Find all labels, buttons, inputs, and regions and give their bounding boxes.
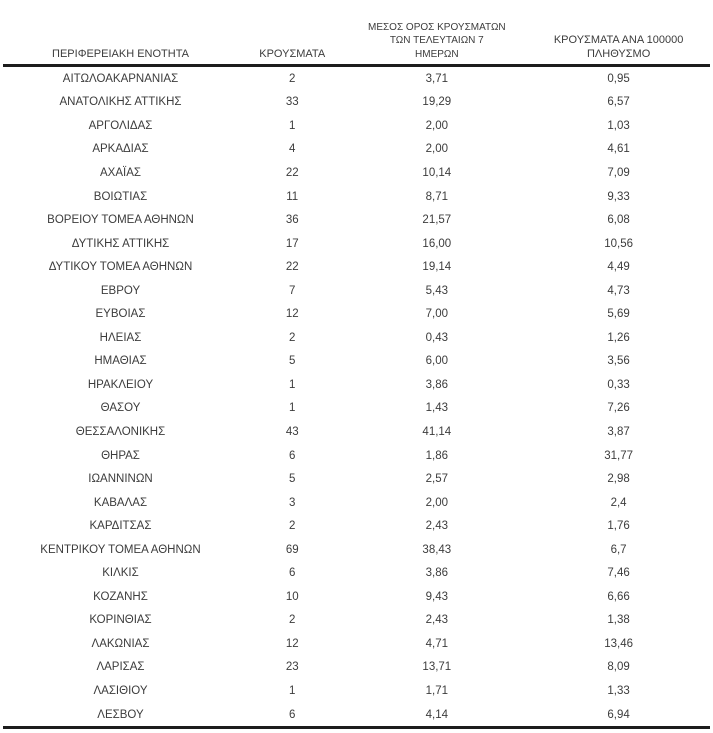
avg-7day-cases-cell: 13,71	[422, 661, 452, 674]
cases-count-cell: 11	[286, 190, 299, 203]
cases-per-100k-cell: 1,26	[607, 331, 630, 344]
table-row	[3, 632, 710, 656]
table-row	[3, 114, 710, 138]
avg-7day-cases-cell: 2,43	[425, 614, 449, 627]
avg-7day-cases-cell: 19,14	[422, 261, 452, 274]
cases-count-cell: 22	[285, 166, 299, 179]
avg-7day-cases-cell: 0,43	[425, 331, 449, 344]
avg-7day-cases-cell: 21,57	[422, 214, 452, 227]
cases-count-cell: 12	[285, 308, 299, 321]
region-name-cell: ΘΕΣΣΑΛΟΝΙΚΗΣ	[75, 425, 166, 438]
avg-7day-cases-cell: 7,00	[425, 308, 449, 321]
table-row	[3, 138, 710, 162]
column-header-cases-label: ΚΡΟΥΣΜΑΤΑ	[259, 48, 326, 60]
table-row	[3, 255, 710, 279]
column-header-avg7days: ΜΕΣΟΣ ΟΡΟΣ ΚΡΟΥΣΜΑΤΩΝ ΤΩΝ ΤΕΛΕΥΤΑΙΩΝ 7 ΗΜΕΡΩΝ	[346, 0, 527, 66]
region-name-cell: ΒΟΡΕΙΟΥ ΤΟΜΕΑ ΑΘΗΝΩΝ	[47, 214, 194, 227]
region-name-cell: ΙΩΑΝΝΙΝΩΝ	[88, 473, 153, 486]
cases-per-100k-cell: 6,66	[607, 590, 630, 603]
avg-7day-cases-cell: 38,43	[422, 543, 452, 556]
cases-count-cell: 36	[285, 214, 299, 227]
region-name-cell: ΚΟΖΑΝΗΣ	[93, 590, 148, 603]
column-header-cases	[238, 0, 346, 66]
cases-count-cell: 2	[289, 614, 296, 627]
region-name-cell: ΑΧΑΪΑΣ	[99, 166, 141, 179]
avg-7day-cases-cell: 6,00	[425, 355, 449, 368]
cases-per-100k-cell: 1,38	[607, 614, 630, 627]
cases-per-100k-cell: 4,49	[607, 261, 630, 274]
cases-per-100k-cell: 0,95	[607, 72, 630, 85]
avg-7day-cases-cell: 8,71	[425, 190, 449, 203]
cases-count-cell: 23	[285, 661, 299, 674]
avg-7day-cases-cell: 2,00	[425, 496, 449, 509]
table-row	[3, 185, 710, 209]
cases-count-cell: 10	[285, 590, 299, 603]
avg-7day-cases-cell: 3,86	[425, 378, 449, 391]
table-row	[3, 302, 710, 326]
cases-per-100k-cell: 1,33	[607, 684, 630, 697]
cases-count-cell: 6	[289, 567, 296, 580]
cases-per-100k-cell: 0,33	[607, 378, 630, 391]
cases-per-100k-cell: 3,56	[607, 355, 630, 368]
table-header-row	[3, 0, 710, 66]
cases-count-cell: 12	[285, 637, 299, 650]
avg-7day-cases-cell: 10,14	[422, 166, 452, 179]
column-header-region	[3, 0, 238, 66]
avg-7day-cases-cell: 1,86	[425, 449, 449, 462]
cases-count-cell: 1	[289, 684, 296, 697]
region-name-cell: ΗΜΑΘΙΑΣ	[94, 355, 147, 368]
region-name-cell: ΛΑΡΙΣΑΣ	[96, 661, 145, 674]
region-name-cell: ΛΑΣΙΘΙΟΥ	[93, 684, 148, 697]
avg-7day-cases-cell: 2,43	[425, 520, 449, 533]
avg-7day-cases-cell: 2,57	[425, 473, 449, 486]
table-row	[3, 350, 710, 374]
region-name-cell: ΑΡΚΑΔΙΑΣ	[92, 143, 149, 156]
table-row	[3, 420, 710, 444]
cases-per-100k-cell: 7,26	[607, 402, 630, 415]
region-name-cell: ΗΛΕΙΑΣ	[99, 331, 142, 344]
column-header-per100k: ΚΡΟΥΣΜΑΤΑ ΑΝΑ 100000 ΠΛΗΘΥΣΜΟ	[527, 0, 710, 66]
cases-count-cell: 3	[289, 496, 296, 509]
cases-count-cell: 69	[285, 543, 299, 556]
table-row	[3, 679, 710, 703]
cases-per-100k-cell: 1,03	[607, 119, 630, 132]
cases-per-100k-cell: 6,7	[610, 543, 627, 556]
table-row	[3, 66, 710, 91]
cases-per-100k-cell: 31,77	[604, 449, 633, 462]
avg-7day-cases-cell: 3,71	[425, 72, 449, 85]
table-row	[3, 91, 710, 115]
table-row	[3, 609, 710, 633]
cases-count-cell: 43	[285, 425, 299, 438]
region-name-cell: ΑΡΓΟΛΙΔΑΣ	[88, 119, 153, 132]
table-row	[3, 208, 710, 232]
cases-per-100k-cell: 4,61	[607, 143, 630, 156]
region-name-cell: ΗΡΑΚΛΕΙΟΥ	[87, 378, 154, 391]
table-row	[3, 491, 710, 515]
region-name-cell: ΒΟΙΩΤΙΑΣ	[93, 190, 148, 203]
cases-per-100k-cell: 13,46	[604, 637, 633, 650]
cases-per-100k-cell: 1,76	[607, 520, 630, 533]
region-name-cell: ΚΙΛΚΙΣ	[102, 567, 139, 580]
cases-count-cell: 5	[289, 473, 296, 486]
cases-count-cell: 17	[285, 237, 299, 250]
avg-7day-cases-cell: 1,71	[425, 684, 449, 697]
region-name-cell: ΑΙΤΩΛΟΑΚΑΡΝΑΝΙΑΣ	[62, 72, 179, 85]
table-row	[3, 514, 710, 538]
table-row	[3, 373, 710, 397]
region-name-cell: ΔΥΤΙΚΟΥ ΤΟΜΕΑ ΑΘΗΝΩΝ	[48, 261, 193, 274]
cases-per-100k-cell: 3,87	[607, 425, 630, 438]
cases-per-100k-cell: 2,98	[607, 473, 630, 486]
table-row	[3, 326, 710, 350]
cases-count-cell: 2	[289, 72, 296, 85]
table-row	[3, 585, 710, 609]
region-name-cell: ΛΕΣΒΟΥ	[3, 703, 238, 728]
cases-per-100k-cell: 8,09	[607, 661, 630, 674]
cases-count-cell: 6	[289, 449, 296, 462]
avg-7day-cases-cell: 19,29	[422, 96, 452, 109]
cases-per-100k-cell: 2,4	[610, 496, 627, 509]
table-row	[3, 703, 710, 728]
avg-7day-cases-cell: 2,00	[425, 119, 449, 132]
cases-count-cell: 2	[289, 520, 296, 533]
column-header-region-label: ΠΕΡΙΦΕΡΕΙΑΚΗ ΕΝΟΤΗΤΑ	[52, 48, 189, 60]
avg-7day-cases-cell: 9,43	[425, 590, 449, 603]
region-name-cell: ΘΗΡΑΣ	[101, 449, 140, 462]
cases-per-100k-cell: 7,46	[607, 567, 630, 580]
cases-per-100k-cell: 6,94	[527, 703, 710, 728]
table-row	[3, 444, 710, 468]
regional-cases-table	[3, 0, 710, 729]
avg-7day-cases-cell: 1,43	[425, 402, 449, 415]
cases-per-100k-cell: 9,33	[607, 190, 630, 203]
cases-count-cell: 6	[238, 703, 346, 728]
table-row	[3, 467, 710, 491]
cases-per-100k-cell: 6,08	[607, 214, 630, 227]
region-name-cell: ΚΑΡΔΙΤΣΑΣ	[89, 520, 152, 533]
cases-count-cell: 33	[285, 96, 299, 109]
cases-count-cell: 1	[289, 378, 296, 391]
table-row	[3, 397, 710, 421]
cases-per-100k-cell: 10,56	[604, 237, 633, 250]
avg-7day-cases-cell: 16,00	[422, 237, 452, 250]
table-body	[3, 66, 710, 728]
region-name-cell: ΚΑΒΑΛΑΣ	[93, 496, 148, 509]
avg-7day-cases-cell: 5,43	[425, 284, 449, 297]
table-row	[3, 161, 710, 185]
avg-7day-cases-cell: 3,86	[425, 567, 449, 580]
region-name-cell: ΔΥΤΙΚΗΣ ΑΤΤΙΚΗΣ	[71, 237, 170, 250]
cases-per-100k-cell: 6,57	[607, 96, 630, 109]
region-name-cell: ΑΝΑΤΟΛΙΚΗΣ ΑΤΤΙΚΗΣ	[59, 96, 182, 109]
cases-count-cell: 5	[289, 355, 296, 368]
cases-per-100k-cell: 7,09	[607, 166, 630, 179]
cases-count-cell: 1	[289, 402, 296, 415]
cases-count-cell: 1	[289, 119, 296, 132]
table-row	[3, 538, 710, 562]
region-name-cell: ΚΟΡΙΝΘΙΑΣ	[89, 614, 152, 627]
region-name-cell: ΕΥΒΟΙΑΣ	[95, 308, 146, 321]
cases-count-cell: 2	[289, 331, 296, 344]
table-row	[3, 232, 710, 256]
region-name-cell: ΕΒΡΟΥ	[100, 284, 141, 297]
avg-7day-cases-cell: 4,14	[346, 703, 527, 728]
region-name-cell: ΚΕΝΤΡΙΚΟΥ ΤΟΜΕΑ ΑΘΗΝΩΝ	[40, 543, 201, 556]
cases-count-cell: 7	[289, 284, 296, 297]
avg-7day-cases-cell: 41,14	[422, 425, 452, 438]
avg-7day-cases-cell: 4,71	[425, 637, 449, 650]
region-name-cell: ΛΑΚΩΝΙΑΣ	[91, 637, 150, 650]
cases-count-cell: 4	[289, 143, 296, 156]
region-name-cell: ΘΑΣΟΥ	[100, 402, 141, 415]
avg-7day-cases-cell: 2,00	[425, 143, 449, 156]
cases-count-cell: 22	[285, 261, 299, 274]
table-row	[3, 561, 710, 585]
table-row	[3, 656, 710, 680]
cases-per-100k-cell: 5,69	[607, 308, 630, 321]
cases-per-100k-cell: 4,73	[607, 284, 630, 297]
table-row	[3, 279, 710, 303]
